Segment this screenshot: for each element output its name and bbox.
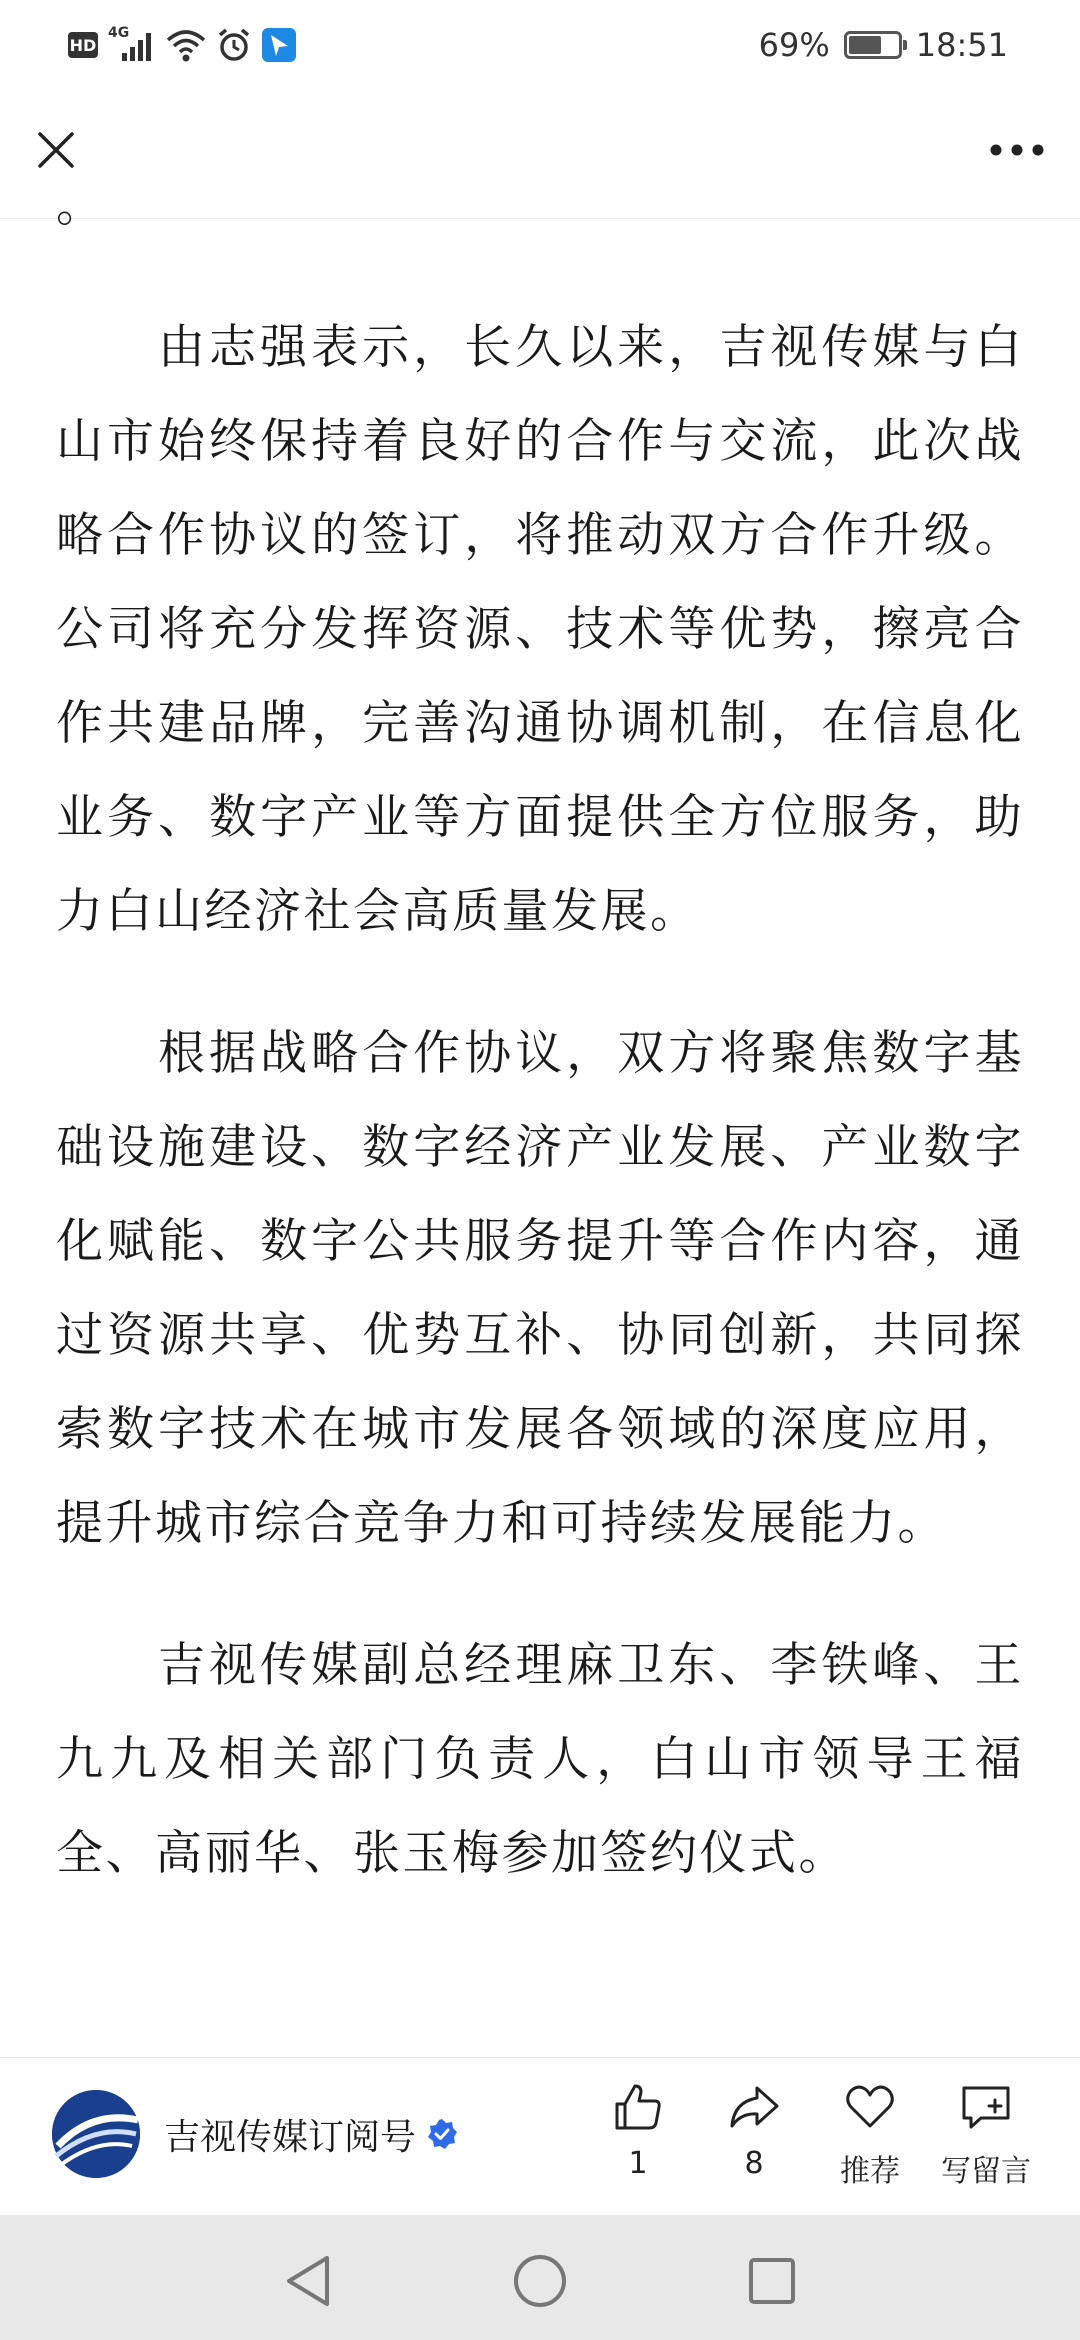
article-body[interactable] [56,178,1024,2057]
comment-icon [959,2080,1013,2134]
alarm-icon [216,27,252,63]
share-icon [727,2080,781,2134]
recents-button[interactable] [742,2251,802,2311]
verified-badge-icon [426,2118,458,2150]
system-navigation-bar [0,2215,1080,2340]
network-type: 4G [108,25,130,41]
home-circle-icon [512,2253,568,2309]
battery-icon [844,31,902,59]
article-paragraph-3: 吉视传媒副总经理麻卫东、李铁峰、王九九及相关部门负责人，白山市领导王福全、高丽华、张玉梅参加签约仪式。 [56,1638,1024,1881]
article-paragraph-partial: 。 [56,178,106,233]
like-count: 1 [628,2146,648,2181]
comment-button[interactable] [928,2080,1044,2190]
clock: 18:51 [915,26,1008,64]
article-content [56,159,1024,1901]
article-paragraph-1: 由志强表示，长久以来，吉视传媒与白山市始终保持着良好的合作与交流，此次战略合作协议的签订，将推动双方合作升级。公司将充分发挥资源、技术等优势，擦亮合作共建品牌，完善沟通协调机制，在信息化业务、数字产业等方面提供全方位服务，助力白山经济社会高质量发展。 [56,320,1024,939]
like-button[interactable] [580,2080,696,2190]
share-button[interactable] [696,2080,812,2190]
hd-badge: HD [68,32,98,58]
app-notification-icon [262,28,296,62]
share-count: 8 [744,2146,764,2181]
comment-label: 写留言 [941,2154,1031,2189]
status-bar [0,0,1080,90]
heart-icon [843,2080,897,2134]
bottom-action-bar [0,2057,1080,2216]
action-buttons [580,2080,1044,2190]
status-right [759,22,1008,68]
thumbs-up-icon [611,2080,665,2134]
back-button[interactable] [278,2251,338,2311]
battery-fill [849,36,881,54]
more-icon [989,143,1045,157]
wifi-icon [166,28,206,62]
account-name: 吉视传媒订阅号 [164,2116,417,2158]
back-triangle-icon [283,2254,333,2308]
status-left [68,22,296,68]
home-button[interactable] [510,2251,570,2311]
avatar [52,2090,140,2178]
battery-percent: 69% [758,26,830,64]
recommend-label: 推荐 [840,2154,900,2189]
article-paragraph-2: 根据战略合作协议，双方将聚焦数字基础设施建设、数字经济产业发展、产业数字化赋能、数字公共服务提升等合作内容，通过资源共享、优势互补、协同创新，共同探索数字技术在城市发展各领域的深度应用，提升城市综合竞争力和可持续发展能力。 [56,1026,1024,1551]
recents-square-icon [747,2256,797,2306]
cellular-signal-icon [108,25,156,65]
account-profile[interactable] [52,2090,458,2178]
recommend-button[interactable] [812,2080,928,2190]
